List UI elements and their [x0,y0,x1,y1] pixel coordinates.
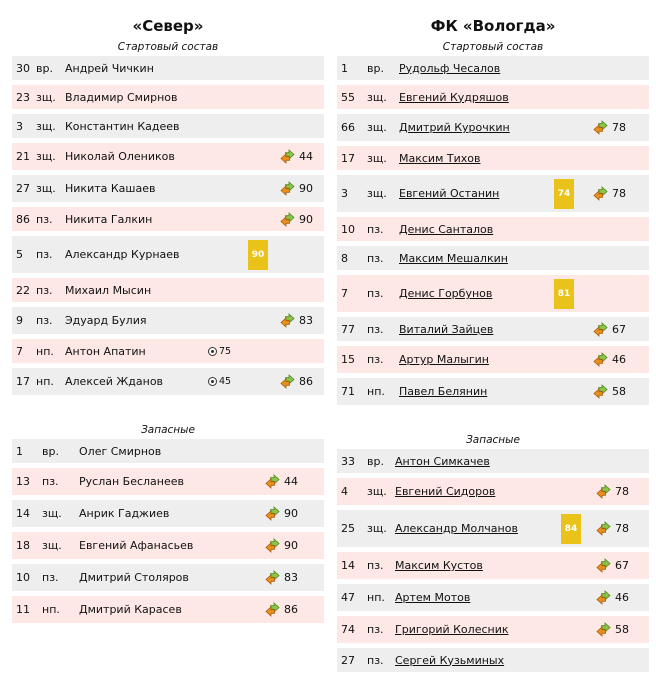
substitution-arrows-icon [280,374,295,389]
player-row [337,346,649,373]
rating-badge: 74 [554,179,574,209]
substitution [280,368,313,395]
player-position: зщ. [42,539,62,552]
player-number: 55 [341,90,355,104]
substitution-arrows-icon [280,149,295,164]
substitution-minute: 44 [299,150,313,163]
player-position: пз. [36,283,53,297]
substitution [593,317,626,341]
player-name-link[interactable]: Григорий Колесник [395,623,509,636]
player-position: пз. [42,571,59,584]
substitution [280,143,313,170]
rating-badge-cell [554,175,574,212]
player-row [12,532,324,559]
player-name[interactable] [395,510,518,547]
player-name-text: Владимир Смирнов [65,90,178,104]
player-row [337,552,649,579]
player-name [65,278,151,302]
player-row [12,236,324,273]
substitution-arrows-icon [596,484,611,499]
player-name-link[interactable]: Максим Кустов [395,559,483,572]
player-row [337,275,649,312]
subs-list [337,449,649,672]
player-name-text: Алексей Жданов [65,375,164,388]
player-number: 7 [341,287,348,300]
player-number: 86 [16,212,30,226]
substitution-minute: 67 [612,322,626,336]
substitution-minute: 86 [299,375,313,388]
goal-event [208,368,231,395]
player-position: пз. [367,287,384,300]
player-name-text: Никита Кашаев [65,182,156,195]
substitution-minute: 78 [615,485,629,498]
player-name[interactable] [399,246,508,270]
player-position: зщ. [367,522,387,535]
player-row [337,616,649,643]
player-row [337,510,649,547]
player-name-text: Эдуард Булия [65,314,147,327]
player-position: пз. [367,353,384,366]
starters-label: Стартовый состав [442,41,544,53]
substitution-minute: 78 [615,522,629,535]
player-number: 17 [341,151,355,165]
player-number: 5 [16,248,23,261]
player-name [65,114,180,138]
player-row [337,378,649,405]
player-number: 23 [16,90,30,104]
player-name [79,564,189,591]
substitution-arrows-icon [596,558,611,573]
substitution-arrows-icon [593,322,608,337]
substitution [596,552,629,579]
player-row [337,146,649,170]
substitution-arrows-icon [280,212,295,227]
player-name-link[interactable]: Максим Мешалкин [399,251,508,265]
substitution [596,584,629,611]
substitution [596,478,629,505]
player-name [65,56,154,80]
substitution-arrows-icon [596,521,611,536]
substitution-arrows-icon [593,186,608,201]
player-position: пз. [42,475,59,488]
rating-badge-cell [554,275,574,312]
substitution [280,307,313,334]
player-name[interactable] [395,648,504,672]
substitution [593,175,626,212]
player-name-link[interactable]: Сергей Кузьминых [395,653,505,667]
player-position: пз. [367,251,384,265]
player-name[interactable] [399,217,493,241]
player-name [65,143,175,170]
substitution [593,346,626,373]
substitution [596,510,629,547]
rating-badge-cell [248,236,268,273]
goal-minute: 45 [219,376,232,387]
substitution-arrows-icon [265,538,280,553]
player-position: вр. [36,61,53,75]
player-position: пз. [36,212,53,226]
player-row [337,478,649,505]
player-name-text: Олег Смирнов [79,444,162,458]
player-number: 1 [16,444,23,458]
player-position: зщ. [367,151,387,165]
player-name-text: Михаил Мысин [65,283,152,297]
player-position: зщ. [367,485,387,498]
team-title: ФК «Вологда» [430,17,556,35]
player-position: нп. [36,375,54,388]
player-position: нп. [42,603,60,616]
rating-badge: 90 [248,240,268,270]
starters-label: Стартовый состав [117,41,219,53]
player-number: 27 [16,182,30,195]
team-title: «Север» [132,17,204,35]
player-name-link[interactable]: Евгений Кудряшов [399,90,509,104]
player-name[interactable] [395,552,483,579]
substitution-arrows-icon [265,602,280,617]
player-position: пз. [36,248,53,261]
player-row [337,317,649,341]
substitution-minute: 46 [612,353,626,366]
player-row [12,56,324,80]
substitution [280,175,313,202]
substitution [265,468,298,495]
player-position: пз. [367,653,384,667]
player-name-link[interactable]: Денис Горбунов [399,287,493,300]
player-position: пз. [367,222,384,236]
player-position: зщ. [42,507,62,520]
substitution-arrows-icon [280,181,295,196]
subs-list [12,439,324,623]
player-number: 21 [16,150,30,163]
substitution-minute: 90 [284,539,298,552]
substitution-minute: 58 [612,385,626,398]
substitution [596,616,629,643]
substitution [265,564,298,591]
player-row [12,307,324,334]
player-row [337,449,649,473]
player-row [12,439,324,463]
player-row [12,500,324,527]
player-number: 47 [341,591,355,604]
player-position: зщ. [36,119,56,133]
player-row [12,564,324,591]
player-name [65,307,146,334]
player-name[interactable] [399,275,492,312]
player-name[interactable] [395,584,470,611]
substitution-minute: 44 [284,475,298,488]
player-name[interactable] [399,85,509,109]
substitution-minute: 90 [299,182,313,195]
player-position: нп. [367,385,385,398]
player-name [79,596,182,623]
player-row [12,175,324,202]
substitution [593,114,626,141]
player-number: 3 [341,187,348,200]
player-number: 14 [16,507,30,520]
player-position: нп. [367,591,385,604]
player-number: 25 [341,522,355,535]
player-name[interactable] [399,114,510,141]
starters-list [12,56,324,395]
team-vologda [337,14,649,677]
player-position: пз. [367,623,384,636]
player-name-text: Александр Курнаев [65,248,180,261]
player-number: 17 [16,375,30,388]
player-number: 74 [341,623,355,636]
player-name[interactable] [399,317,493,341]
player-position: пз. [367,559,384,572]
player-number: 30 [16,61,30,75]
player-number: 71 [341,385,355,398]
player-number: 10 [16,571,30,584]
soccer-ball-icon [208,347,217,356]
player-number: 3 [16,119,23,133]
player-row [12,207,324,231]
subs-label: Запасные [141,424,195,436]
player-name-link[interactable]: Дмитрий Курочкин [399,121,510,134]
substitution-arrows-icon [593,384,608,399]
player-name [65,175,155,202]
player-name [79,532,193,559]
player-name[interactable] [399,175,499,212]
player-row [12,85,324,109]
player-name [65,339,146,363]
player-position: зщ. [36,182,56,195]
player-position: нп. [36,344,54,358]
player-row [337,648,649,672]
substitution-minute: 58 [615,623,629,636]
player-number: 77 [341,322,355,336]
substitution-arrows-icon [265,570,280,585]
player-number: 13 [16,475,30,488]
substitution-minute: 46 [615,591,629,604]
player-name[interactable] [399,146,480,170]
substitution-arrows-icon [265,474,280,489]
player-position: зщ. [36,90,56,104]
substitution-arrows-icon [593,120,608,135]
player-position: зщ. [36,150,56,163]
player-name [79,439,161,463]
player-name[interactable] [395,478,495,505]
substitution-minute: 90 [284,507,298,520]
player-name-text: Антон Апатин [65,344,146,358]
player-row [12,596,324,623]
player-name-text: Анрик Гаджиев [79,507,170,520]
player-row [337,217,649,241]
player-name-link[interactable]: Денис Санталов [399,222,494,236]
substitution-minute: 83 [284,571,298,584]
player-row [337,114,649,141]
player-position: вр. [42,444,59,458]
substitution [265,532,298,559]
player-name [79,468,184,495]
player-number: 11 [16,603,30,616]
goal-minute: 75 [219,345,232,357]
team-sever [12,14,324,628]
goal-event [208,339,231,363]
player-number: 22 [16,283,30,297]
player-number: 33 [341,454,355,468]
player-name[interactable] [399,346,489,373]
substitution [280,207,313,231]
substitution [265,500,298,527]
player-row [12,368,324,395]
rating-badge-cell [561,510,581,547]
player-name-text: Дмитрий Карасев [79,603,182,616]
substitution-arrows-icon [265,506,280,521]
player-row [12,339,324,363]
player-name-link[interactable]: Евгений Останин [399,187,500,200]
player-name [79,500,169,527]
player-row [337,246,649,270]
player-name [65,85,178,109]
player-number: 27 [341,653,355,667]
player-row [337,584,649,611]
player-name-link[interactable]: Антон Симкачев [395,454,490,468]
player-name-text: Константин Кадеев [65,119,180,133]
player-name-link[interactable]: Александр Молчанов [395,522,518,535]
player-number: 1 [341,61,348,75]
player-number: 7 [16,344,23,358]
player-name[interactable] [395,449,490,473]
substitution-minute: 86 [284,603,298,616]
player-position: вр. [367,454,384,468]
player-number: 15 [341,353,355,366]
player-name-text: Андрей Чичкин [65,61,154,75]
player-number: 66 [341,121,355,134]
player-name-link[interactable]: Рудольф Чесалов [399,61,501,75]
player-number: 8 [341,251,348,265]
rating-badge: 81 [554,279,574,309]
rating-badge: 84 [561,514,581,544]
substitution-arrows-icon [596,622,611,637]
player-name[interactable] [395,616,509,643]
player-name-link[interactable]: Виталий Зайцев [399,322,494,336]
substitution [593,378,626,405]
player-name-text: Руслан Бесланеев [79,475,184,488]
player-name-link[interactable]: Евгений Сидоров [395,485,496,498]
player-name-text: Дмитрий Столяров [79,571,189,584]
player-position: зщ. [367,187,387,200]
player-name[interactable] [399,56,500,80]
player-name [65,368,163,395]
player-number: 9 [16,314,23,327]
player-row [12,114,324,138]
player-position: вр. [367,61,384,75]
soccer-ball-icon [208,377,217,386]
substitution-minute: 83 [299,314,313,327]
player-row [12,278,324,302]
player-row [337,85,649,109]
substitution-arrows-icon [596,590,611,605]
player-name[interactable] [399,378,487,405]
substitution-arrows-icon [593,352,608,367]
player-row [337,175,649,212]
player-name [65,207,152,231]
player-row [337,56,649,80]
player-name-text: Николай Олеников [65,150,175,163]
player-position: пз. [367,322,384,336]
substitution [265,596,298,623]
substitution-minute: 78 [612,121,626,134]
player-row [12,468,324,495]
player-name [65,236,180,273]
substitution-minute: 67 [615,559,629,572]
player-position: зщ. [367,121,387,134]
starters-list [337,56,649,405]
substitution-minute: 90 [299,212,313,226]
player-name-text: Никита Галкин [65,212,153,226]
player-row [12,143,324,170]
player-number: 4 [341,485,348,498]
player-name-link[interactable]: Максим Тихов [399,151,481,165]
player-name-link[interactable]: Павел Белянин [399,385,488,398]
player-name-text: Евгений Афанасьев [79,539,194,552]
player-number: 18 [16,539,30,552]
player-name-link[interactable]: Артур Малыгин [399,353,489,366]
player-name-link[interactable]: Артем Мотов [395,591,471,604]
substitution-minute: 78 [612,187,626,200]
player-number: 10 [341,222,355,236]
player-position: пз. [36,314,53,327]
player-position: зщ. [367,90,387,104]
substitution-arrows-icon [280,313,295,328]
player-number: 14 [341,559,355,572]
subs-label: Запасные [466,434,520,446]
